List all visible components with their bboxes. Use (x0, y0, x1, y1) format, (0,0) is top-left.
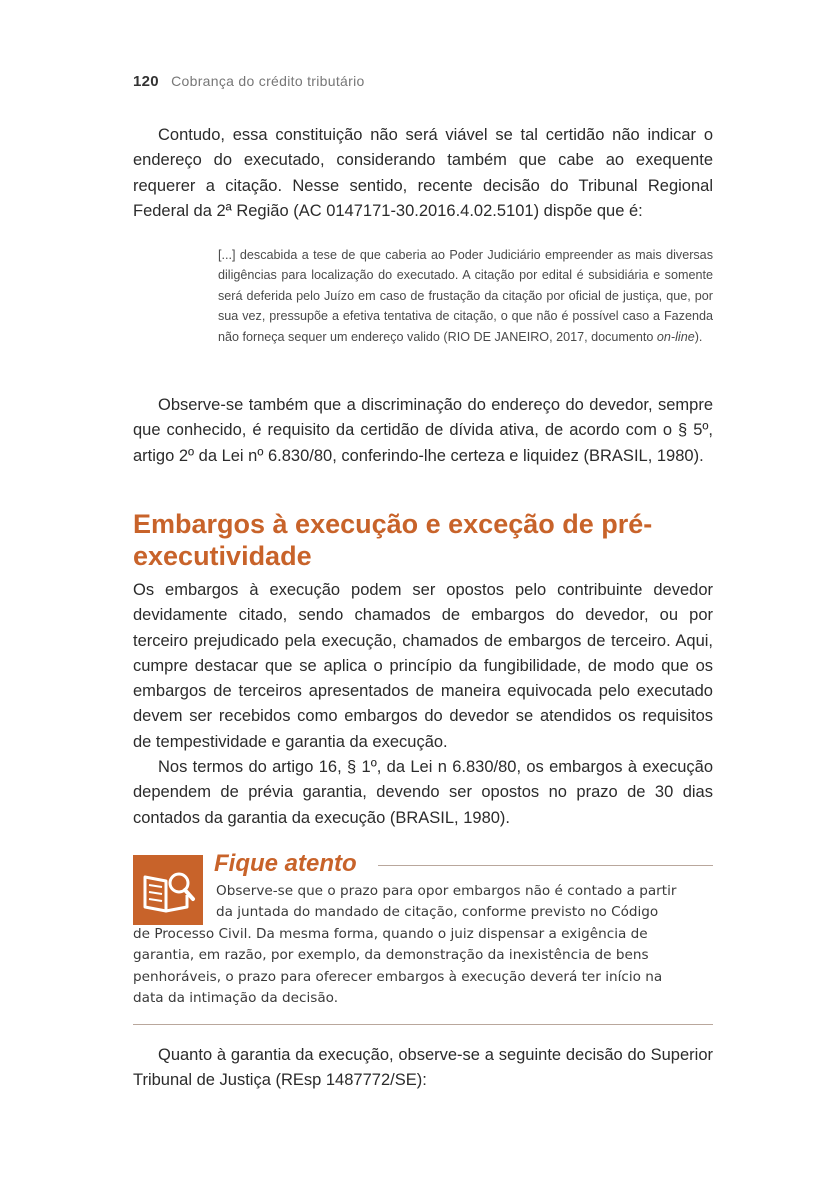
paragraph-5: Quanto à garantia da execução, observe-se a seguinte decisão do Superior Tribunal de Justiça (REsp 1487772/SE): (133, 1046, 713, 1090)
callout-text (133, 881, 713, 1009)
running-title: Cobrança do crédito tributário (171, 73, 365, 89)
paragraph-3: Os embargos à execução podem ser opostos pelo contribuinte devedor devidamente citado, sendo chamados de embargos do devedor, ou por terceiro prejudicado pela execução, chamados de embargos de terceiro. Aqui, cumpre destacar que se aplica o princípio da fungibilidade, de modo que os embargos de terceiros apresentados de maneira equivocada pelo executado devem ser recebidos como embargos do devedor se atendidos os requisitos de tempestividade e garantia da execução. (133, 581, 713, 751)
callout-bottom-divider (133, 1024, 713, 1025)
callout-line: Observe-se que o prazo para opor embargos não é contado a partir (216, 883, 677, 899)
quote-text: [...] descabida a tese de que caberia ao Poder Judiciário empreender as mais diversas diligências para localização do executado. A citação por edital é subsidiária e somente será deferida pelo Juízo em caso de frustação da citação por oficial de justiça, que, por sua vez, pressupõe a efetiva tentativa de citação, o que não é possível caso a Fazenda não forneça sequer um endereço valido (RIO DE JANEIRO, 2017, documento (218, 248, 713, 344)
quote-italic: on-line (656, 329, 695, 344)
paragraph-4: Nos termos do artigo 16, § 1º, da Lei n 6.830/80, os embargos à execução dependem de prévia garantia, devendo ser opostos no prazo de 30 dias contados da garantia da execução (BRASIL, 1980). (133, 758, 713, 827)
block-quote (218, 245, 713, 347)
page-number: 120 (133, 73, 159, 90)
callout-line: data da intimação da decisão. (133, 990, 339, 1007)
running-header (133, 73, 365, 90)
callout-line: de Processo Civil. Da mesma forma, quando o juiz dispensar a exigência de (133, 925, 648, 942)
callout-top-divider (378, 865, 713, 866)
paragraph-2: Observe-se também que a discriminação do endereço do devedor, sempre que conhecido, é requisito da certidão de dívida ativa, de acordo com o § 5º, artigo 2º da Lei nº 6.830/80, conferindo-lhe certeza e liquidez (BRASIL, 1980). (133, 396, 713, 465)
callout-title: Fique atento (214, 850, 357, 877)
paragraph-1: Contudo, essa constituição não será viável se tal certidão não indicar o endereço do executado, considerando também que cabe ao exequente requerer a citação. Nesse sentido, recente decisão do Tribunal Regional Federal da 2ª Região (AC 0147171-30.2016.4.02.5101) dispõe que é: (133, 126, 713, 220)
quote-end: ). (694, 329, 703, 344)
callout-line: garantia, em razão, por exemplo, da demonstração da inexistência de bens (133, 947, 649, 964)
callout-line: da juntada do mandado de citação, conforme previsto no Código (216, 904, 659, 921)
section-heading: Embargos à execução e exceção de pré-executividade (133, 509, 653, 571)
callout-line: penhoráveis, o prazo para oferecer embargos à execução deverá ter início na (133, 968, 663, 985)
